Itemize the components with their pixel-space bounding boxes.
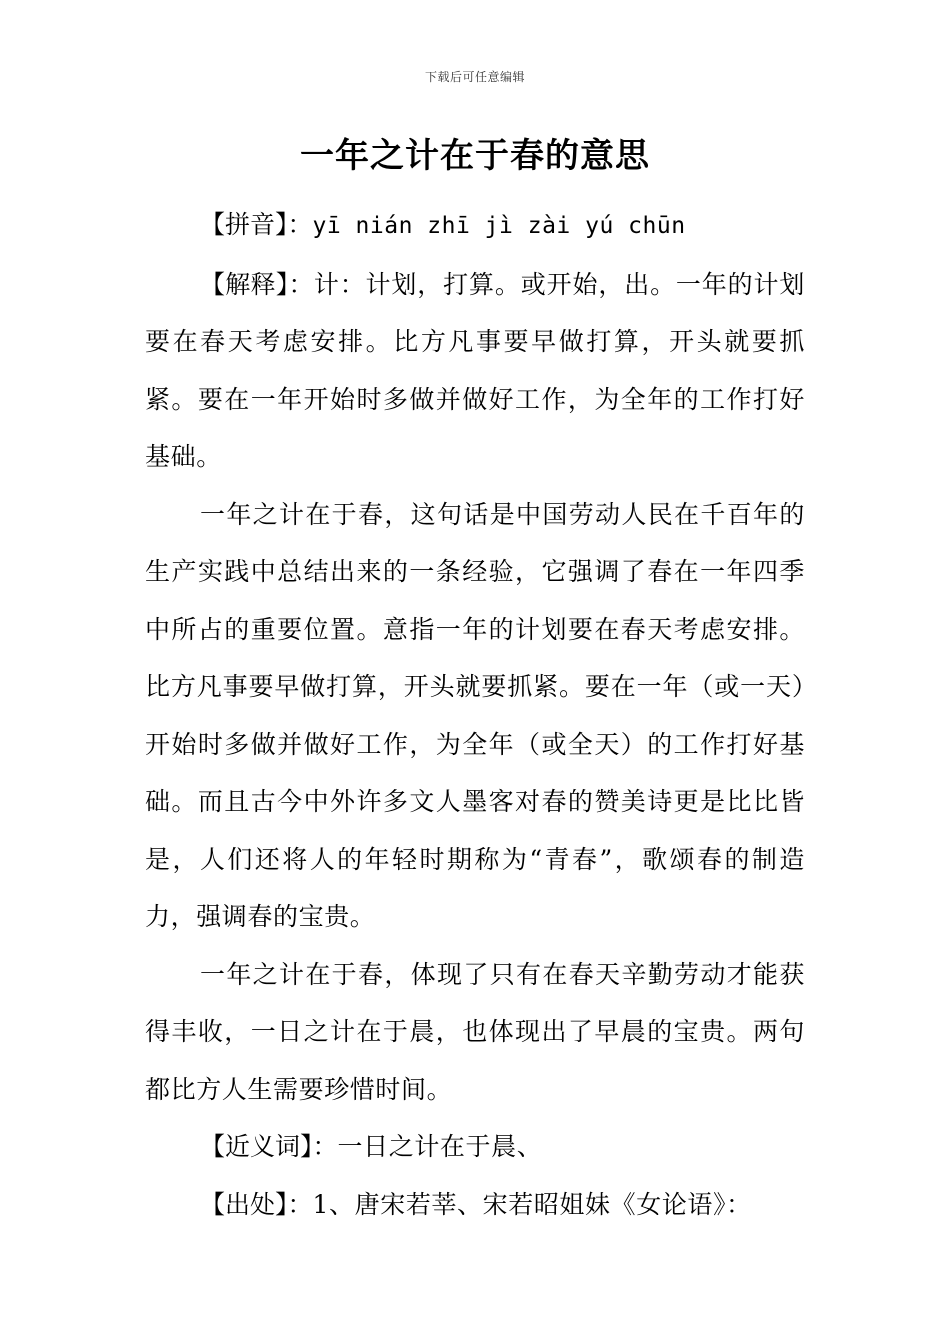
synonyms-text: 一日之计在于晨、: [337, 1132, 543, 1161]
explanation-label: 【解释】：: [200, 269, 314, 299]
pinyin-paragraph: [145, 196, 805, 256]
pinyin-label: 【拼音】：: [200, 210, 313, 239]
header-note: 下载后可任意编辑: [424, 70, 525, 84]
body-paragraph-1: 一年之计在于春，这句话是中国劳动人民在千百年的生产实践中总结出来的一条经验，它强调了春在一年四季中所占的重要位置。意指一年的计划要在春天考虑安排。比方凡事要早做打算，开头就要抓紧。要在一年（或一天）开始时多做并做好工作，为全年（或全天）的工作打好基础。而且古今中外许多文人墨客对春的赞美诗更是比比皆是，人们还将人的年轻时期称为“青春”，歌颂春的制造力，强调春的宝贵。: [145, 499, 805, 931]
explanation-paragraph: [145, 256, 805, 486]
document-body: [145, 196, 805, 1233]
source-label: 【出处】：: [200, 1189, 313, 1219]
body-paragraph-2: 一年之计在于春，体现了只有在春天辛勤劳动才能获得丰收，一日之计在于晨，也体现出了早晨的宝贵。两句都比方人生需要珍惜时间。: [145, 959, 805, 1104]
document-title: 一年之计在于春的意思: [300, 136, 650, 176]
source-paragraph: [145, 1176, 805, 1234]
synonyms-paragraph: [145, 1118, 805, 1176]
source-text: 1、唐宋若莘、宋若昭姐妹《女论语》：: [312, 1189, 752, 1219]
pinyin-text: yī nián zhī jì zài yú chūn: [312, 213, 686, 239]
explanation-text: 计：计划，打算。或开始，出。一年的计划要在春天考虑安排。比方凡事要早做打算，开头就要抓紧。要在一年开始时多做并做好工作，为全年的工作打好基础。: [145, 269, 805, 471]
synonyms-label: 【近义词】：: [200, 1132, 338, 1161]
